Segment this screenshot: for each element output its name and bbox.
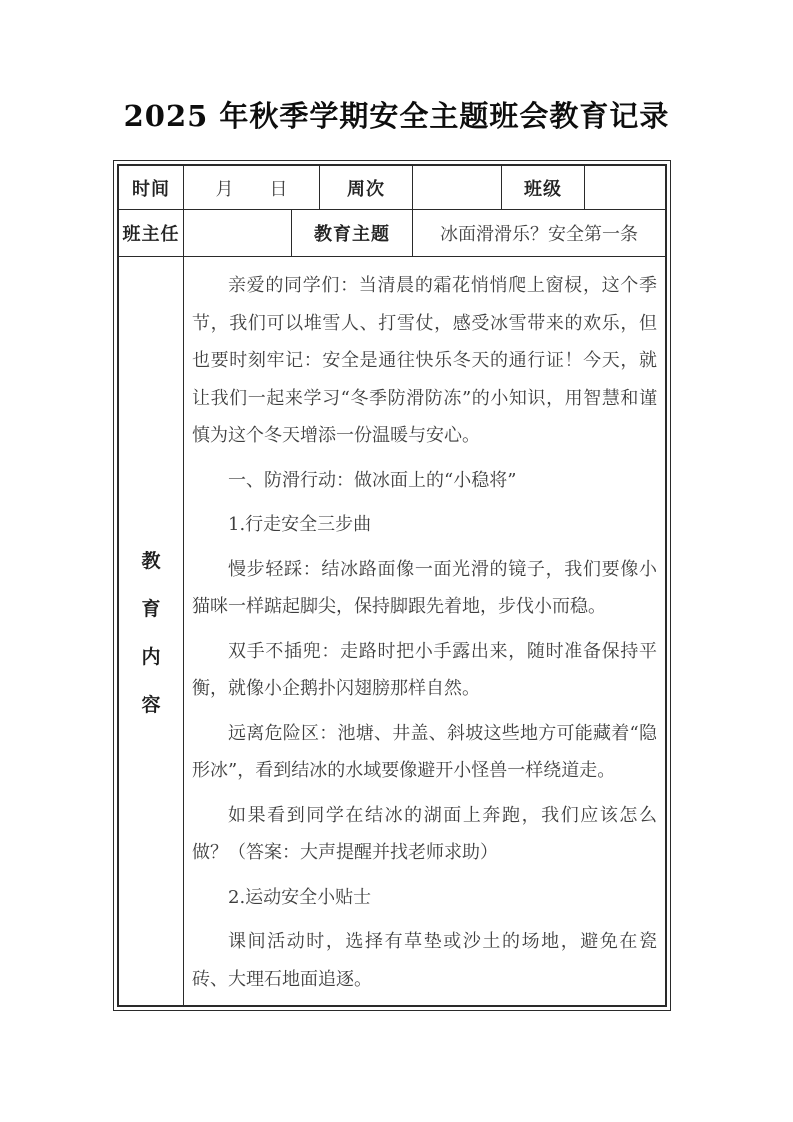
- content-paragraph: 双手不插兜：走路时把小手露出来，随时准备保持平衡，就像小企鹅扑闪翅膀那样自然。: [192, 640, 657, 699]
- record-table-grid: [117, 164, 667, 1007]
- teacher-label: 班主任: [119, 210, 184, 256]
- time-label: 时间: [119, 166, 184, 209]
- content-label-char: 内: [141, 645, 161, 668]
- content-paragraph: 1.行走安全三步曲: [228, 514, 372, 535]
- table-row-content: [119, 257, 665, 1005]
- class-label: 班级: [502, 166, 585, 209]
- time-value-cell: 月 日: [184, 166, 320, 209]
- content-paragraph: 如果看到同学在结冰的湖面上奔跑，我们应该怎么做？（答案：大声提醒并找老师求助）: [192, 804, 657, 863]
- content-paragraph: 2.运动安全小贴士: [228, 886, 372, 908]
- theme-label: 教育主题: [292, 210, 413, 256]
- content-label-char: 容: [141, 693, 161, 716]
- content-label-char: 育: [141, 597, 161, 620]
- table-row-info: [119, 210, 665, 257]
- content-label-char: 教: [141, 549, 161, 572]
- content-paragraph: 亲爱的同学们：当清晨的霜花悄悄爬上窗棂，这个季节，我们可以堆雪人、打雪仗，感受冰雪带来的欢乐，但也要时刻牢记：安全是通往快乐冬天的通行证！今天，就让我们一起来学习“冬季防滑防冻”的小知识，用智慧和谨慎为这个冬天增添一份温暖与安心。: [192, 275, 657, 446]
- record-table: [113, 160, 671, 1011]
- theme-value: 冰面滑滑乐？安全第一条: [440, 224, 638, 245]
- week-value-cell: [413, 166, 502, 209]
- content-paragraph: 慢步轻踩：结冰路面像一面光滑的镜子，我们要像小猫咪一样踮起脚尖，保持脚跟先着地，步伐小而稳。: [192, 558, 657, 617]
- content-paragraph: 远离危险区：池塘、井盖、斜坡这些地方可能藏着“隐形冰”，看到结冰的水域要像避开小怪兽一样绕道走。: [192, 722, 657, 781]
- document-title: 2025 年秋季学期安全主题班会教育记录: [123, 99, 670, 133]
- content-paragraph: 课间活动时，选择有草垫或沙土的场地，避免在瓷砖、大理石地面追逐。: [192, 931, 657, 990]
- content-label: [119, 257, 184, 1005]
- content-body: [184, 257, 665, 1005]
- content-paragraph: 一、防滑行动：做冰面上的“小稳将”: [228, 469, 517, 491]
- table-row-header: [119, 166, 665, 210]
- week-label: 周次: [320, 166, 413, 209]
- class-value-cell: [585, 166, 665, 209]
- teacher-value-cell: [184, 210, 292, 256]
